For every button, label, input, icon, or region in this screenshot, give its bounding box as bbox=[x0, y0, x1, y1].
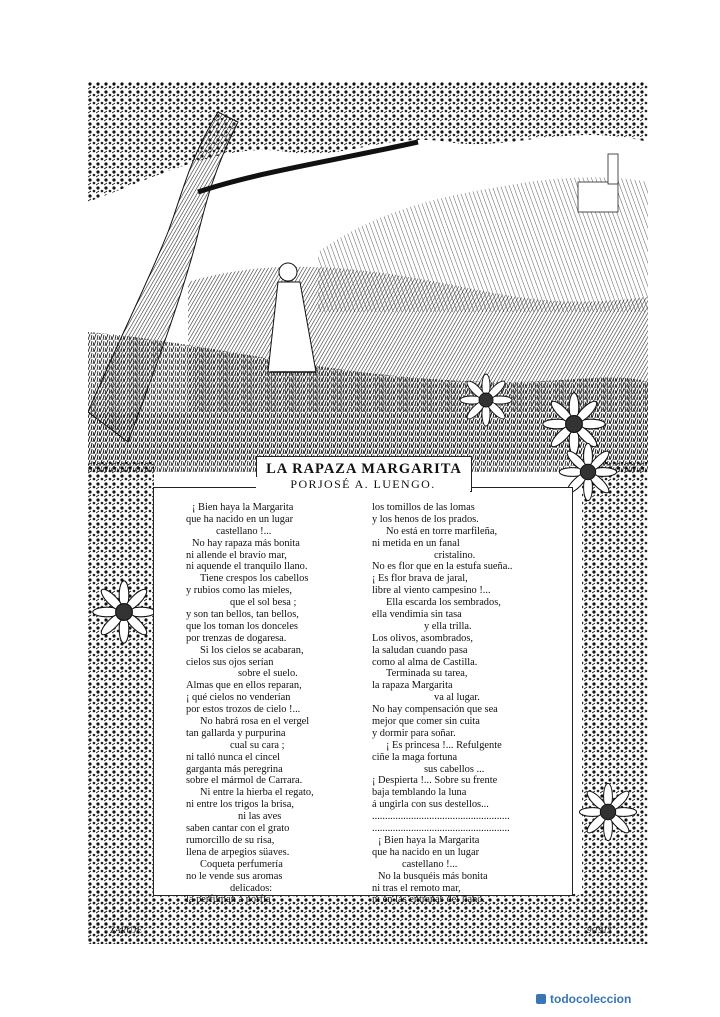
verse-line: delicados: bbox=[230, 882, 273, 894]
watermark bbox=[536, 992, 631, 1006]
verse-line: por estos trozos de cielo !... bbox=[186, 704, 301, 716]
poem-left-column bbox=[186, 502, 366, 906]
poem-title: LA RAPAZA MARGARITA bbox=[266, 461, 462, 477]
verse-line: Terminada su tarea, bbox=[386, 668, 468, 680]
poem-right-column bbox=[372, 502, 562, 906]
verse-line: sobre el suelo. bbox=[238, 668, 298, 680]
verse-line: No es flor que en la estufa sueña.. bbox=[372, 561, 513, 573]
verse-line: saben cantar con el grato bbox=[186, 823, 290, 835]
verse-line: Tiene crespos los cabellos bbox=[200, 573, 309, 585]
verse-line: ni en las entrañas del llano. bbox=[372, 894, 486, 906]
verse-line: ni tras el remoto mar, bbox=[372, 882, 461, 894]
verse-line: No hay rapaza más bonita bbox=[192, 537, 300, 549]
verse-line: la saludan cuando pasa bbox=[372, 644, 468, 656]
verse-line: Si los cielos se acabaran, bbox=[200, 644, 304, 656]
verse-line: baja temblando la luna bbox=[372, 787, 467, 799]
verse-line: los tomillos de las lomas bbox=[372, 502, 475, 513]
verse-line: cielos sus ojos serían bbox=[186, 656, 274, 668]
ellipsis-divider: ..................................................... bbox=[372, 823, 510, 835]
verse-line: ni talló nunca el cincel bbox=[186, 751, 281, 763]
verse-line: Almas que en ellos reparan, bbox=[186, 680, 302, 692]
verse-line: por trenzas de dogaresa. bbox=[186, 632, 287, 644]
verse-line: la rapaza Margarita bbox=[372, 680, 453, 692]
watermark-text: todocoleccion bbox=[550, 992, 632, 1006]
verse-line: ¡ Bien haya la Margarita bbox=[378, 834, 480, 846]
verse-line: Ni entre la hierba el regato, bbox=[200, 787, 314, 799]
verse-line: castellano !... bbox=[402, 858, 458, 870]
verse-line: ¡ Despierta !... Sobre su frente bbox=[372, 775, 498, 787]
verse-line: ¡ Es flor brava de jaral, bbox=[372, 573, 468, 585]
verse-line: sobre el mármol de Carrara. bbox=[186, 775, 303, 787]
verse-line: va al lugar. bbox=[434, 692, 480, 704]
verse-line: ¡ Bien haya la Margarita bbox=[192, 502, 294, 513]
verse-line: tan gallarda y purpurina bbox=[186, 727, 286, 739]
verse-line: garganta más peregrina bbox=[186, 763, 283, 775]
verse-line: ni allende el bravío mar, bbox=[186, 549, 287, 561]
verse-line: como al alma de Castilla. bbox=[372, 656, 478, 668]
date-signature: 9·1913 bbox=[587, 925, 612, 935]
author-name: JOSÉ A. LUENGO. bbox=[317, 477, 436, 491]
verse-line: ¡ Es princesa !... Refulgente bbox=[386, 739, 502, 751]
verse-line: que ha nacido en un lugar bbox=[186, 513, 294, 525]
verse-line: castellano !... bbox=[216, 525, 272, 537]
verse-line: que ha nacido en un lugar bbox=[372, 846, 480, 858]
watermark-logo-icon bbox=[536, 994, 546, 1004]
verse-line: No la busquéis más bonita bbox=[378, 870, 488, 882]
verse-line: que el sol besa ; bbox=[230, 597, 297, 609]
verse-line: sus cabellos ... bbox=[424, 763, 485, 775]
verse-line: que los toman los donceles bbox=[186, 620, 298, 632]
verse-line: la perfuman á porfía bbox=[186, 894, 271, 906]
verse-line: rumorcillo de su risa, bbox=[186, 834, 275, 846]
verse-line: Los olivos, asombrados, bbox=[372, 632, 474, 644]
verse-line: no le vende sus aromas bbox=[186, 870, 283, 882]
verse-line: y rubios como las mieles, bbox=[186, 585, 292, 597]
verse-line: No hay compensación que sea bbox=[372, 704, 498, 716]
verse-line: y son tan bellos, tan bellos, bbox=[186, 609, 299, 621]
verse-line: cual su cara ; bbox=[230, 739, 285, 751]
verse-line: mejor que comer sin cuita bbox=[372, 716, 480, 728]
verse-line: ella vendimia sin tasa bbox=[372, 609, 462, 621]
verse-line: y los henos de los prados. bbox=[372, 513, 479, 525]
artist-signature: ZARUJE bbox=[110, 925, 142, 935]
verse-line: ni entre los trigos la brisa, bbox=[186, 799, 294, 811]
verse-line: y ella trilla. bbox=[424, 620, 472, 632]
ellipsis-divider: ..................................................... bbox=[372, 811, 510, 823]
verse-line: Ella escarda los sembrados, bbox=[386, 597, 501, 609]
verse-line: No está en torre marfileña, bbox=[386, 525, 498, 537]
verse-line: á ungirla con sus destellos... bbox=[372, 799, 489, 811]
verse-line: libre al viento campesino !... bbox=[372, 585, 491, 597]
verse-line: ¡ qué cielos no venderían bbox=[186, 692, 291, 704]
byline-prefix: POR bbox=[290, 477, 318, 491]
verse-line: ni metida en un fanal bbox=[372, 537, 460, 549]
byline bbox=[256, 477, 470, 493]
verse-line: cristalino. bbox=[434, 549, 476, 561]
verse-line: ni las aves bbox=[238, 811, 282, 823]
verse-line: ciñe la maga fortuna bbox=[372, 751, 458, 763]
verse-line: ni aquende el tranquilo llano. bbox=[186, 561, 308, 573]
verse-line: llena de arpegios süaves. bbox=[186, 846, 290, 858]
verse-line: y dormir para soñar. bbox=[372, 727, 456, 739]
verse-line: Coqueta perfumería bbox=[200, 858, 283, 870]
verse-line: No habrá rosa en el vergel bbox=[200, 716, 310, 728]
